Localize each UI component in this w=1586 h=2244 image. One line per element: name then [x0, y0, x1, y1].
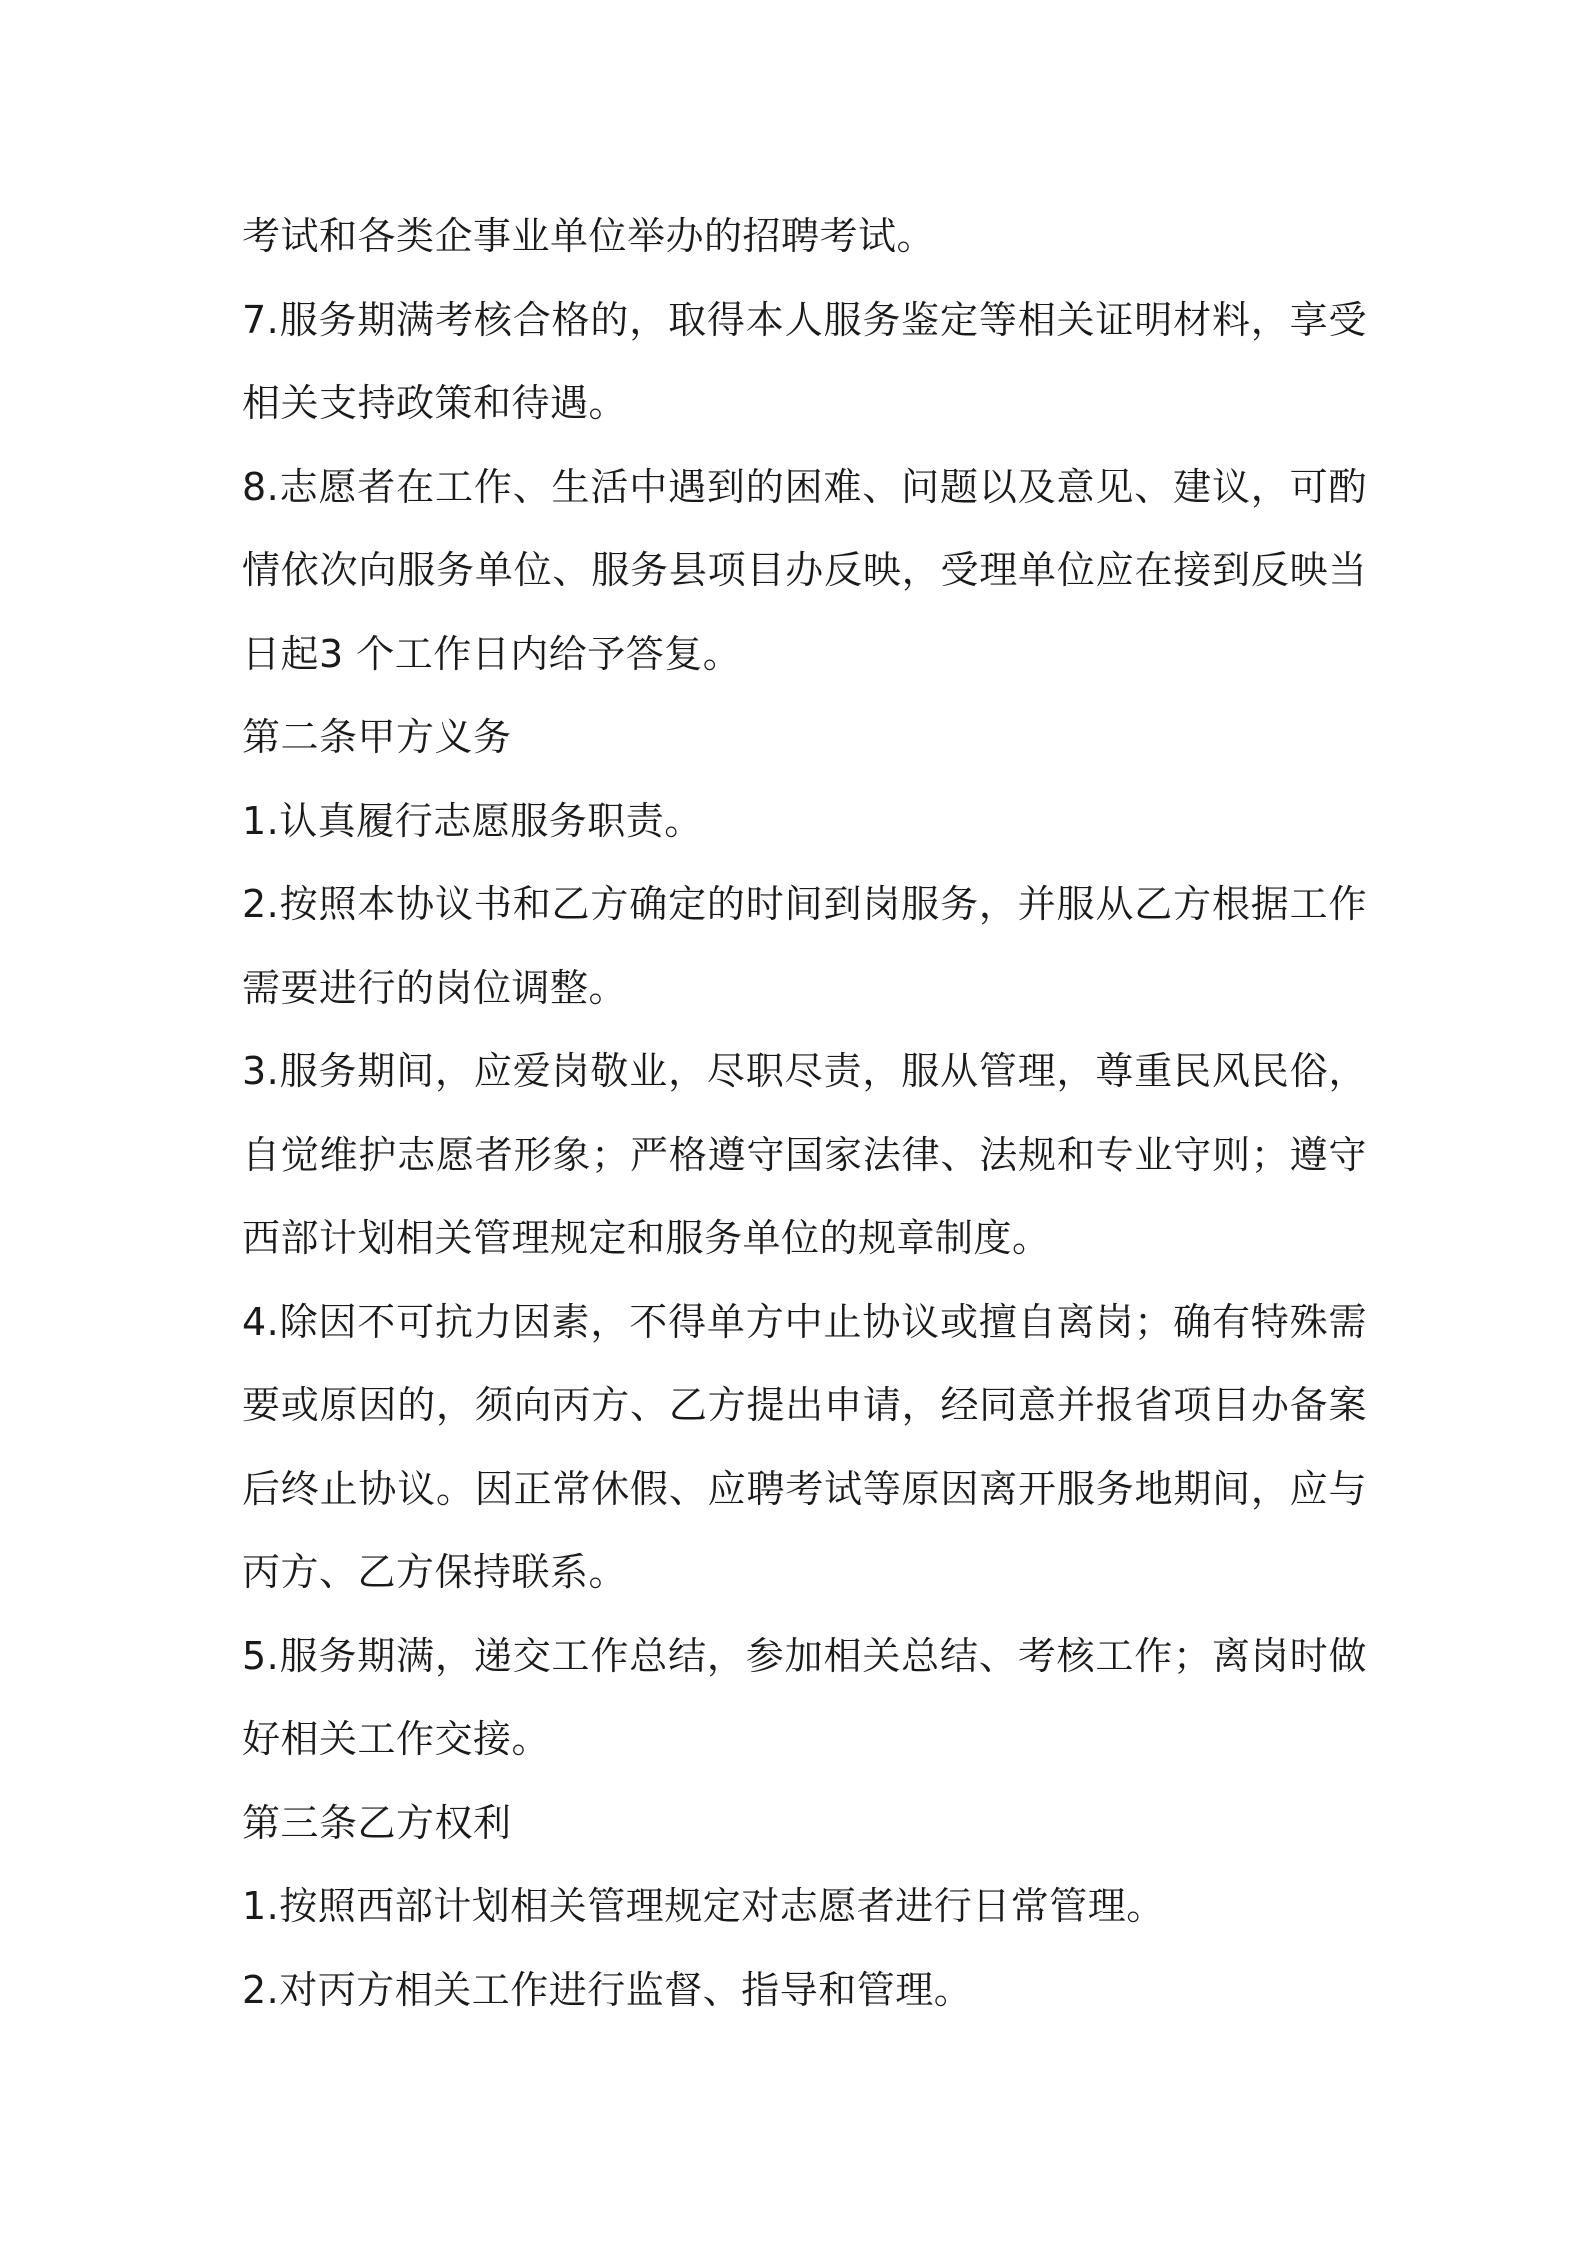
paragraph-article-3-item-2: 2.对丙方相关工作进行监督、指导和管理。 [242, 1967, 973, 2012]
paragraph-item-8: 8.志愿者在工作、生活中遇到的困难、问题以及意见、建议，可酌情依次向服务单位、服务县项目办反映，受理单位应在接到反映当日起3 个工作日内给予答复。 [242, 464, 1367, 676]
document-body [242, 195, 1367, 2032]
section-heading-article-2: 第二条甲方义务 [242, 715, 512, 759]
section-heading-article-3: 第三条乙方权利 [242, 1800, 512, 1845]
paragraph-exam-continuation: 考试和各类企事业单位举办的招聘考试。 [242, 214, 936, 258]
paragraph-article-2-item-1: 1.认真履行志愿服务职责。 [242, 798, 703, 843]
paragraph-item-7: 7.服务期满考核合格的，取得本人服务鉴定等相关证明材料，享受相关支持政策和待遇。 [242, 297, 1367, 425]
paragraph-article-2-item-4: 4.除因不可抗力因素，不得单方中止协议或擅自离岗；确有特殊需要或原因的，须向丙方、乙方提出申请，经同意并报省项目办备案后终止协议。因正常休假、应聘考试等原因离开服务地期间，应与丙方、乙方保持联系。 [242, 1299, 1367, 1594]
paragraph-article-2-item-2: 2.按照本协议书和乙方确定的时间到岗服务，并服从乙方根据工作需要进行的岗位调整。 [242, 882, 1367, 1010]
paragraph-article-3-item-1: 1.按照西部计划相关管理规定对志愿者进行日常管理。 [242, 1884, 1165, 1928]
paragraph-article-2-item-5: 5.服务期满，递交工作总结，参加相关总结、考核工作；离岗时做好相关工作交接。 [242, 1633, 1367, 1761]
paragraph-article-2-item-3: 3.服务期间，应爱岗敬业，尽职尽责，服从管理，尊重民风民俗，自觉维护志愿者形象；严格遵守国家法律、法规和专业守则；遵守西部计划相关管理规定和服务单位的规章制度。 [242, 1049, 1367, 1260]
